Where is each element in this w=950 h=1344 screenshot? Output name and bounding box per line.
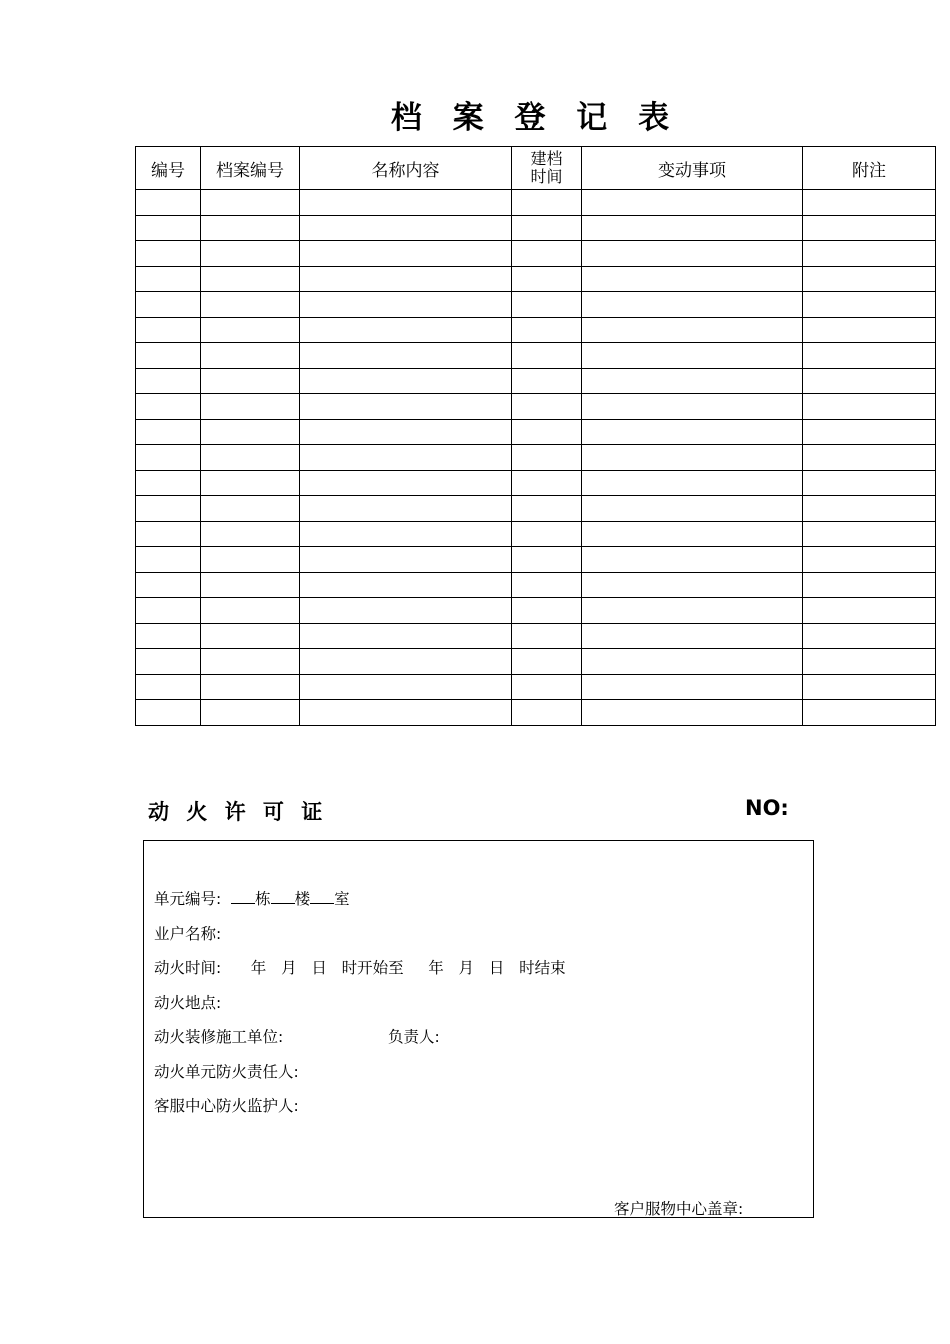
fire-supervisor-label: 客服中心防火监护人: bbox=[154, 1097, 299, 1115]
table-cell[interactable] bbox=[803, 674, 936, 700]
table-cell[interactable] bbox=[512, 368, 582, 394]
table-cell[interactable] bbox=[803, 547, 936, 573]
table-cell[interactable] bbox=[512, 470, 582, 496]
table-cell[interactable] bbox=[582, 623, 803, 649]
table-row bbox=[136, 598, 936, 624]
table-cell[interactable] bbox=[201, 215, 300, 241]
table-cell[interactable] bbox=[582, 394, 803, 420]
table-cell[interactable] bbox=[512, 343, 582, 369]
table-row bbox=[136, 266, 936, 292]
table-cell[interactable] bbox=[582, 649, 803, 675]
table-cell[interactable] bbox=[582, 241, 803, 267]
table-cell[interactable] bbox=[512, 292, 582, 318]
table-cell[interactable] bbox=[803, 445, 936, 471]
table-cell[interactable] bbox=[136, 521, 201, 547]
table-cell[interactable] bbox=[300, 266, 512, 292]
header-remarks: 附注 bbox=[803, 147, 936, 190]
table-cell[interactable] bbox=[582, 521, 803, 547]
table-row bbox=[136, 700, 936, 726]
table-cell[interactable] bbox=[201, 394, 300, 420]
table-cell[interactable] bbox=[582, 598, 803, 624]
table-cell[interactable] bbox=[512, 572, 582, 598]
table-row bbox=[136, 623, 936, 649]
table-cell[interactable] bbox=[803, 419, 936, 445]
table-cell[interactable] bbox=[136, 470, 201, 496]
table-cell[interactable] bbox=[300, 215, 512, 241]
table-cell[interactable] bbox=[803, 343, 936, 369]
register-title: 档 案 登 记 表 bbox=[390, 100, 680, 136]
table-cell[interactable] bbox=[803, 572, 936, 598]
permit-form bbox=[143, 840, 814, 1218]
table-cell[interactable] bbox=[136, 598, 201, 624]
unit-number-label: 单元编号: bbox=[154, 890, 222, 908]
table-cell[interactable] bbox=[803, 317, 936, 343]
table-row bbox=[136, 674, 936, 700]
table-cell[interactable] bbox=[201, 368, 300, 394]
table-cell[interactable] bbox=[803, 623, 936, 649]
table-row bbox=[136, 241, 936, 267]
table-cell[interactable] bbox=[803, 368, 936, 394]
table-cell[interactable] bbox=[136, 496, 201, 522]
service-center-stamp-label: 客户服物中心盖章: bbox=[614, 1200, 744, 1218]
fire-location-label: 动火地点: bbox=[154, 994, 222, 1012]
table-cell[interactable] bbox=[803, 292, 936, 318]
table-cell[interactable] bbox=[136, 419, 201, 445]
table-cell[interactable] bbox=[136, 700, 201, 726]
table-cell[interactable] bbox=[201, 649, 300, 675]
table-cell[interactable] bbox=[582, 266, 803, 292]
register-header-row bbox=[136, 147, 936, 190]
table-cell[interactable] bbox=[201, 623, 300, 649]
table-cell[interactable] bbox=[300, 241, 512, 267]
table-cell[interactable] bbox=[512, 598, 582, 624]
table-cell[interactable] bbox=[136, 445, 201, 471]
table-cell[interactable] bbox=[803, 241, 936, 267]
table-cell[interactable] bbox=[201, 292, 300, 318]
table-cell[interactable] bbox=[201, 419, 300, 445]
table-cell[interactable] bbox=[201, 547, 300, 573]
table-cell[interactable] bbox=[512, 674, 582, 700]
table-cell[interactable] bbox=[300, 547, 512, 573]
table-cell[interactable] bbox=[136, 572, 201, 598]
table-cell[interactable] bbox=[582, 470, 803, 496]
table-cell[interactable] bbox=[512, 623, 582, 649]
owner-name-label: 业户名称: bbox=[154, 925, 222, 943]
table-cell[interactable] bbox=[803, 394, 936, 420]
table-cell[interactable] bbox=[136, 394, 201, 420]
table-cell[interactable] bbox=[582, 317, 803, 343]
header-content: 名称内容 bbox=[300, 147, 512, 190]
register-body bbox=[136, 190, 936, 726]
table-cell[interactable] bbox=[136, 190, 201, 216]
table-cell[interactable] bbox=[582, 445, 803, 471]
table-cell[interactable] bbox=[512, 215, 582, 241]
table-cell[interactable] bbox=[512, 496, 582, 522]
table-row bbox=[136, 445, 936, 471]
table-row bbox=[136, 368, 936, 394]
table-row bbox=[136, 419, 936, 445]
table-row bbox=[136, 190, 936, 216]
table-row bbox=[136, 394, 936, 420]
table-cell[interactable] bbox=[201, 700, 300, 726]
permit-title: 动 火 许 可 证 bbox=[148, 800, 328, 824]
table-cell[interactable] bbox=[803, 598, 936, 624]
table-row bbox=[136, 572, 936, 598]
table-cell[interactable] bbox=[512, 445, 582, 471]
table-row bbox=[136, 215, 936, 241]
table-cell[interactable] bbox=[136, 368, 201, 394]
table-cell[interactable] bbox=[582, 190, 803, 216]
table-cell[interactable] bbox=[300, 649, 512, 675]
table-cell[interactable] bbox=[300, 190, 512, 216]
table-row bbox=[136, 547, 936, 573]
header-date-line1: 建档 bbox=[530, 149, 563, 168]
table-cell[interactable] bbox=[582, 496, 803, 522]
header-date-line2: 时间 bbox=[530, 167, 563, 186]
table-cell[interactable] bbox=[512, 649, 582, 675]
table-cell[interactable] bbox=[201, 572, 300, 598]
table-cell[interactable] bbox=[136, 215, 201, 241]
table-cell[interactable] bbox=[136, 292, 201, 318]
table-cell[interactable] bbox=[300, 368, 512, 394]
table-cell[interactable] bbox=[136, 241, 201, 267]
table-cell[interactable] bbox=[582, 700, 803, 726]
table-cell[interactable] bbox=[136, 649, 201, 675]
table-cell[interactable] bbox=[300, 572, 512, 598]
table-cell[interactable] bbox=[201, 343, 300, 369]
table-cell[interactable] bbox=[803, 215, 936, 241]
table-cell[interactable] bbox=[512, 241, 582, 267]
fire-time-label: 动火时间: bbox=[154, 959, 222, 977]
table-cell[interactable] bbox=[512, 521, 582, 547]
table-cell[interactable] bbox=[300, 623, 512, 649]
header-no: 编号 bbox=[136, 147, 201, 190]
table-cell[interactable] bbox=[201, 598, 300, 624]
table-row bbox=[136, 496, 936, 522]
table-cell[interactable] bbox=[300, 317, 512, 343]
floor-blank[interactable] bbox=[271, 889, 295, 904]
header-changes: 变动事项 bbox=[582, 147, 803, 190]
table-cell[interactable] bbox=[512, 190, 582, 216]
responsible-person-label: 负责人: bbox=[388, 1028, 440, 1046]
table-row bbox=[136, 521, 936, 547]
table-cell[interactable] bbox=[201, 190, 300, 216]
table-cell[interactable] bbox=[582, 572, 803, 598]
table-cell[interactable] bbox=[300, 343, 512, 369]
fire-time-line bbox=[154, 956, 566, 978]
table-row bbox=[136, 470, 936, 496]
table-cell[interactable] bbox=[201, 241, 300, 267]
table-cell[interactable] bbox=[201, 445, 300, 471]
table-cell[interactable] bbox=[300, 419, 512, 445]
table-cell[interactable] bbox=[803, 521, 936, 547]
table-cell[interactable] bbox=[512, 700, 582, 726]
table-cell[interactable] bbox=[512, 547, 582, 573]
floor-label: 楼 bbox=[294, 890, 311, 908]
room-blank[interactable] bbox=[310, 889, 334, 904]
table-cell[interactable] bbox=[300, 598, 512, 624]
unit-number-line bbox=[154, 887, 350, 909]
fire-time-value: 年 月 日 时开始至 年 月 日 时结束 bbox=[250, 959, 566, 977]
fire-officer-label: 动火单元防火责任人: bbox=[154, 1063, 299, 1081]
table-cell[interactable] bbox=[201, 521, 300, 547]
header-date bbox=[512, 147, 582, 190]
table-cell[interactable] bbox=[582, 343, 803, 369]
table-cell[interactable] bbox=[582, 419, 803, 445]
table-cell[interactable] bbox=[512, 394, 582, 420]
table-cell[interactable] bbox=[201, 317, 300, 343]
table-cell[interactable] bbox=[512, 419, 582, 445]
table-cell[interactable] bbox=[136, 317, 201, 343]
table-cell[interactable] bbox=[582, 547, 803, 573]
table-cell[interactable] bbox=[136, 343, 201, 369]
table-cell[interactable] bbox=[300, 394, 512, 420]
table-cell[interactable] bbox=[136, 547, 201, 573]
table-cell[interactable] bbox=[201, 674, 300, 700]
permit-number-label: NO: bbox=[745, 796, 789, 820]
table-row bbox=[136, 649, 936, 675]
room-label: 室 bbox=[334, 890, 350, 908]
table-row bbox=[136, 292, 936, 318]
table-cell[interactable] bbox=[803, 649, 936, 675]
table-cell[interactable] bbox=[300, 674, 512, 700]
table-row bbox=[136, 343, 936, 369]
table-cell[interactable] bbox=[803, 470, 936, 496]
table-cell[interactable] bbox=[201, 496, 300, 522]
table-cell[interactable] bbox=[300, 292, 512, 318]
table-row bbox=[136, 317, 936, 343]
table-cell[interactable] bbox=[300, 521, 512, 547]
register-table bbox=[135, 146, 936, 726]
table-cell[interactable] bbox=[201, 470, 300, 496]
table-cell[interactable] bbox=[300, 496, 512, 522]
table-cell[interactable] bbox=[136, 266, 201, 292]
table-cell[interactable] bbox=[136, 674, 201, 700]
table-cell[interactable] bbox=[803, 190, 936, 216]
building-blank[interactable] bbox=[231, 889, 255, 904]
contractor-label: 动火装修施工单位: bbox=[154, 1028, 284, 1046]
table-cell[interactable] bbox=[300, 470, 512, 496]
table-cell[interactable] bbox=[582, 674, 803, 700]
table-cell[interactable] bbox=[803, 700, 936, 726]
table-cell[interactable] bbox=[582, 215, 803, 241]
table-cell[interactable] bbox=[300, 700, 512, 726]
table-cell[interactable] bbox=[201, 266, 300, 292]
table-cell[interactable] bbox=[582, 292, 803, 318]
table-cell[interactable] bbox=[803, 266, 936, 292]
header-file-no: 档案编号 bbox=[201, 147, 300, 190]
building-label: 栋 bbox=[255, 890, 271, 908]
table-cell[interactable] bbox=[300, 445, 512, 471]
table-cell[interactable] bbox=[582, 368, 803, 394]
table-cell[interactable] bbox=[512, 266, 582, 292]
table-cell[interactable] bbox=[803, 496, 936, 522]
table-cell[interactable] bbox=[136, 623, 201, 649]
table-cell[interactable] bbox=[512, 317, 582, 343]
